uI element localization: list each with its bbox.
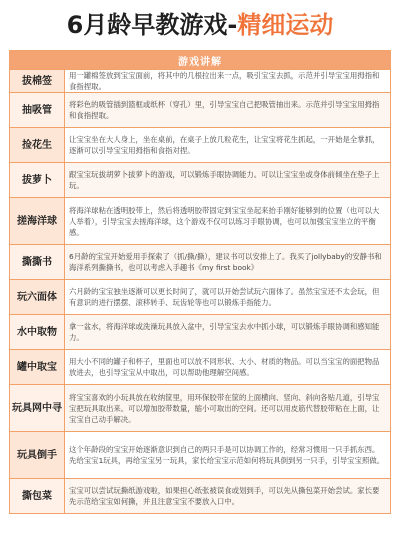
game-name: 拔棉签 xyxy=(10,70,65,92)
game-name: 拔萝卜 xyxy=(10,163,65,197)
game-name: 水中取物 xyxy=(10,315,65,349)
table-row xyxy=(10,279,390,314)
table-row xyxy=(10,197,390,244)
game-name: 撕撕书 xyxy=(10,245,65,279)
game-description: 用大小不同的罐子和杯子，里面也可以放不同形状、大小、材质的物品。可以当宝宝的面把物品放进去，也引导宝宝从中取出，可以帮助他理解空间感。 xyxy=(69,357,380,377)
game-description: 6月龄的宝宝开始爱用手探索了（抓/撕/撕），建议书可以安排上了。我买了jollybaby的安静书和海洋系列撕撕书，也可以考虑入手趣书《my first book》 xyxy=(65,245,390,279)
game-description: 将海洋球粘在透明胶带上，然后将透明胶带固定到宝宝坐起来抬手刚好能够到的位置（也可以大人举着），引导宝宝去搓海洋球，这个游戏不仅可以练习手眼协调，也可以加强宝宝坐立的平衡感。 xyxy=(69,205,380,237)
page-title-main: 6月龄早教游戏- xyxy=(66,10,238,39)
page-title-accent: 精细运动 xyxy=(237,10,334,39)
game-name: 玩六面体 xyxy=(10,280,65,314)
game-name: 搓海洋球 xyxy=(10,198,65,244)
game-description: 六月龄的宝宝独坐逐渐可以更长时间了，就可以开始尝试玩六面体了。虽然宝宝还不太会玩，但有意识的进行摆摆、滚移转手、玩齿轮等也可以锻炼手指能力。 xyxy=(69,287,380,307)
page-title xyxy=(0,0,400,44)
game-description: 用一罐棉签放到宝宝面前，将其中的几根拉出来一点，吸引宝宝去抓，示范并引导宝宝用拇指和食指捏取。 xyxy=(69,71,380,91)
table-row xyxy=(10,431,390,478)
game-description: 这个年龄段的宝宝开始逐渐意识到自己的两只手是可以协调工作的，经常习惯用一只手抓东西。先给宝宝1玩具，再给宝宝另一玩具，家长给宝宝示范如何将玩具倒到另一只手，引导宝宝照做。 xyxy=(69,445,385,465)
table-heading: 游戏讲解 xyxy=(10,51,390,69)
game-description: 宝宝可以尝试玩撕纸游戏啦，如果担心纸张被误食或划到手，可以先从撕包菜开始尝试。家长要先示范给宝宝如何撕，并且注意宝宝不要放入口中。 xyxy=(65,479,390,513)
table-row xyxy=(10,92,390,127)
table-row xyxy=(10,349,390,384)
game-name: 玩具倒手 xyxy=(10,432,65,478)
table-row xyxy=(10,162,390,197)
game-name: 玩具网中寻 xyxy=(10,385,65,431)
game-table xyxy=(9,50,391,514)
game-description: 将宝宝喜欢的小玩具放在收纳筐里，用环保胶带在筐的上面横向、竖向、斜向各贴几道，引导宝宝把玩具取出来。可以增加胶带数量，缩小可取出的空间。还可以用皮筋代替胶带粘在上面，让宝宝自己动手解决。 xyxy=(65,385,390,431)
table-row xyxy=(10,127,390,162)
game-description: 跟宝宝玩拔胡萝卜拔萝卜的游戏，可以锻炼手眼协调能力。可以让宝宝坐或身体前倾坐在垫子上玩。 xyxy=(65,163,390,197)
game-name: 罐中取宝 xyxy=(10,350,65,384)
game-description: 让宝宝坐在大人身上，坐在桌前，在桌子上放几粒花生，让宝宝将花生抓起，一开始是全掌抓，逐渐可以引导宝宝用拇指和食指对捏。 xyxy=(69,135,380,155)
game-description: 将彩色的吸管插到篮框或纸杯（穿孔）里，引导宝宝自己把吸管抽出来。示范并引导宝宝用拇指和食指捏取。 xyxy=(65,93,390,127)
game-name: 撕包菜 xyxy=(10,479,65,513)
game-name: 抽吸管 xyxy=(10,93,65,127)
game-name: 捡花生 xyxy=(10,128,65,162)
table-row xyxy=(10,314,390,349)
game-description: 拿一盆水，将海洋球或洗澡玩具放入盆中，引导宝宝去水中抓小球，可以锻炼手眼协调和感知能力。 xyxy=(65,315,390,349)
table-row xyxy=(10,69,390,92)
table-row xyxy=(10,478,390,513)
table-row xyxy=(10,244,390,279)
table-row xyxy=(10,384,390,431)
